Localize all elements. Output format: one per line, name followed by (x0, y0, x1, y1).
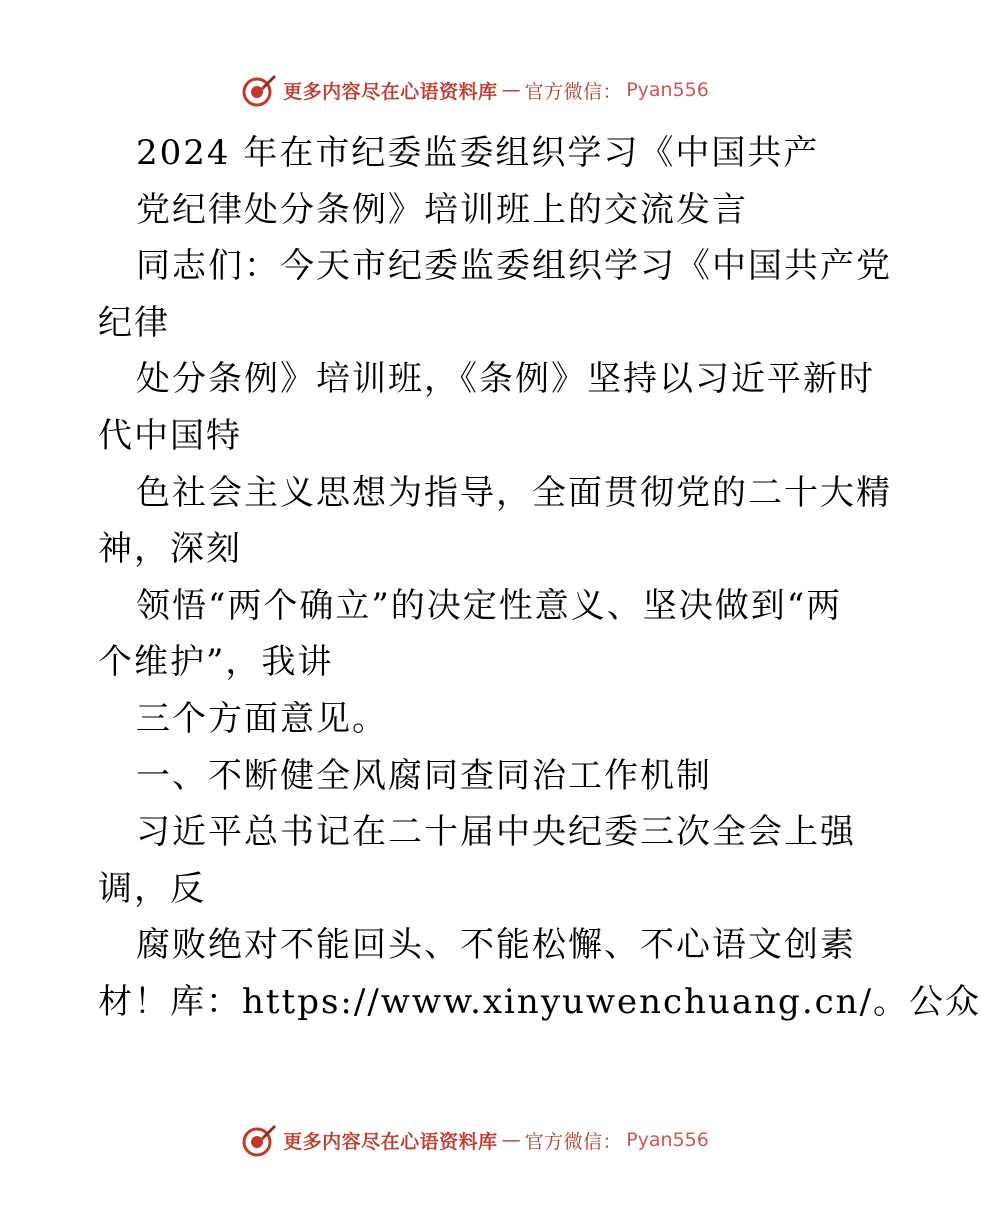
document-body (98, 125, 981, 1031)
paragraph-line: 代中国特 (98, 415, 242, 456)
watermark-wechat-id: Pyan556 (626, 79, 709, 101)
paragraph-line: 处分条例》培训班，《条例》坚持以习近平新时 (136, 359, 875, 400)
paragraph-line: 三个方面意见。 (136, 698, 388, 739)
paragraph-line: 腐败绝对不能回头、不能松懈、不心语文创素 (136, 925, 856, 966)
paragraph-line-with-url: 材！库：https://www.xinyuwenchuang.cn/。公众 (98, 981, 981, 1022)
document-title-line-2: 党纪律处分条例》培训班上的交流发言 (136, 189, 748, 230)
watermark-separator: — (501, 79, 521, 101)
paragraph-line: 纪律 (98, 302, 170, 343)
watermark-official: 官方微信： (524, 1130, 623, 1153)
paragraph-line: 调，反 (98, 868, 206, 909)
footer-watermark (0, 1122, 950, 1158)
paragraph-line: 神，深刻 (98, 529, 242, 570)
quill-pen-logo-icon (241, 72, 277, 108)
watermark-brand: 更多内容尽在心语资料库 (283, 80, 498, 103)
watermark-separator: — (501, 1129, 521, 1151)
paragraph-line: 同志们：今天市纪委监委组织学习《中国共产党 (136, 246, 892, 287)
paragraph-line: 色社会主义思想为指导，全面贯彻党的二十大精 (136, 472, 892, 513)
watermark-wechat-id: Pyan556 (626, 1129, 709, 1151)
watermark-official: 官方微信： (524, 80, 623, 103)
quill-pen-logo-icon (241, 1122, 277, 1158)
paragraph-line: 个维护”，我讲 (98, 642, 334, 683)
paragraph-line: 习近平总书记在二十届中央纪委三次全会上强 (136, 812, 856, 853)
section-heading: 一、不断健全风腐同查同治工作机制 (136, 755, 712, 796)
document-title-line-1: 2024 年在市纪委监委组织学习《中国共产 (136, 133, 820, 173)
watermark-brand: 更多内容尽在心语资料库 (283, 1130, 498, 1153)
paragraph-line: 领悟“两个确立”的决定性意义、坚决做到“两 (136, 585, 843, 626)
header-watermark (0, 72, 950, 108)
